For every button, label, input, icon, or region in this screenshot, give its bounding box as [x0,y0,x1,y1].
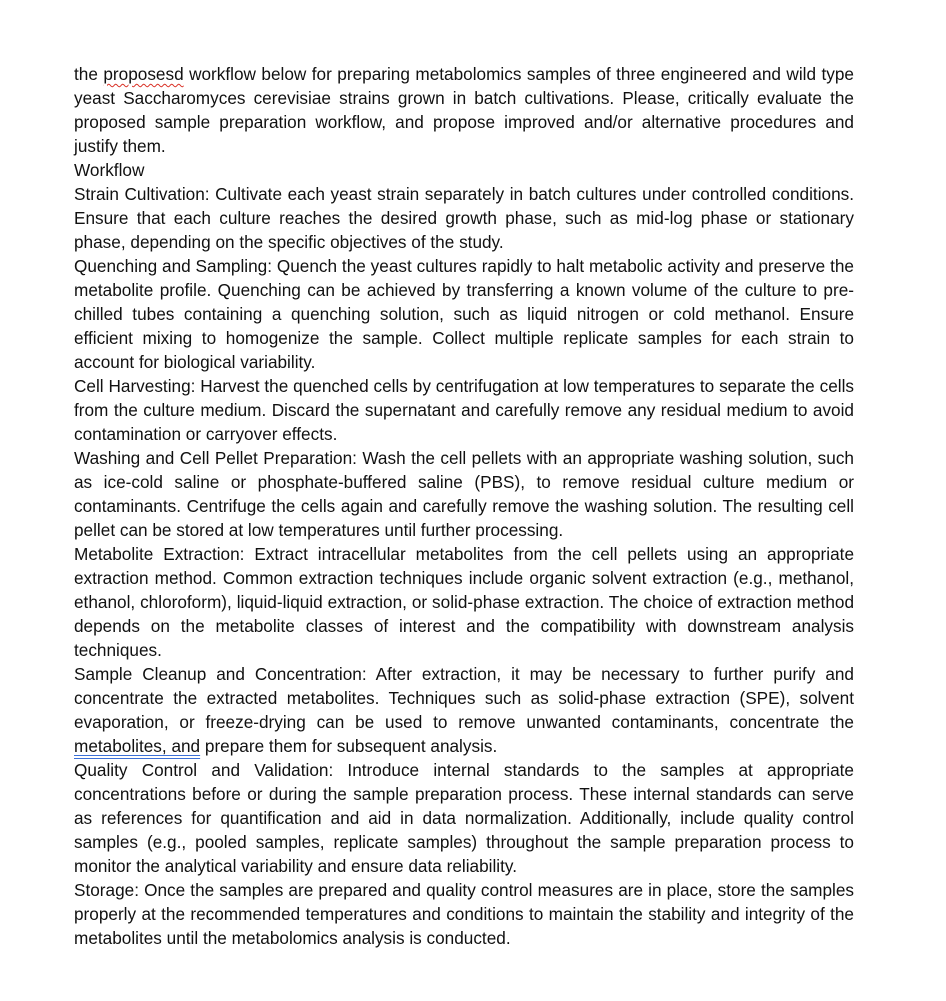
intro-text-rest: workflow below for preparing metabolomics samples of three engineered and wild type yeast Saccharomyces cerevisiae strains grown in batch cultivations. Please, critically evaluate the proposed sample preparation workflow, and propose improved and/or alternative procedures and justify them. [74,64,854,156]
intro-text-start: the [74,64,104,84]
intro-paragraph [74,62,854,158]
document-body[interactable] [74,62,854,950]
step-storage: Storage: Once the samples are prepared and quality control measures are in place, store the samples properly at the recommended temperatures and conditions to maintain the stability and integrity of the metabolites until the metabolomics analysis is conducted. [74,880,854,948]
step-quenching-sampling: Quenching and Sampling: Quench the yeast cultures rapidly to halt metabolic activity and preserve the metabolite profile. Quenching can be achieved by transferring a known volume of the culture to pre-chilled tubes containing a quenching solution, such as liquid nitrogen or cold methanol. Ensure efficient mixing to homogenize the sample. Collect multiple replicate samples for each strain to account for biological variability. [74,256,854,372]
step-quality-control: Quality Control and Validation: Introduce internal standards to the samples at appropriate concentrations before or during the sample preparation process. These internal standards can serve as references for quantification and aid in data normalization. Additionally, include quality control samples (e.g., pooled samples, replicate samples) throughout the sample preparation process to monitor the analytical variability and ensure data reliability. [74,760,854,876]
step-washing-pellet: Washing and Cell Pellet Preparation: Wash the cell pellets with an appropriate washing solution, such as ice-cold saline or phosphate-buffered saline (PBS), to remove residual culture medium or contaminants. Centrifuge the cells again and carefully remove the washing solution. The resulting cell pellet can be stored at low temperatures until further processing. [74,448,854,540]
step-metabolite-extraction: Metabolite Extraction: Extract intracellular metabolites from the cell pellets using an appropriate extraction method. Common extraction techniques include organic solvent extraction (e.g., methanol, ethanol, chloroform), liquid-liquid extraction, or solid-phase extraction. The choice of extraction method depends on the metabolite classes of interest and the compatibility with downstream analysis techniques. [74,544,854,660]
grammar-flagged-phrase[interactable]: metabolites, and [74,736,201,756]
cleanup-text-start: Sample Cleanup and Concentration: After extraction, it may be necessary to further purify and concentrate the extracted metabolites. Techniques such as solid-phase extraction (SPE), solvent evaporation, or freeze-drying can be used to remove unwanted contaminants, concentrate the [74,664,854,732]
workflow-heading: Workflow [74,160,145,180]
step-cleanup-concentration [74,662,854,758]
cleanup-text-rest: prepare them for subsequent analysis. [200,736,498,756]
step-cell-harvesting: Cell Harvesting: Harvest the quenched cells by centrifugation at low temperatures to separate the cells from the culture medium. Discard the supernatant and carefully remove any residual medium to avoid contamination or carryover effects. [74,376,854,444]
step-strain-cultivation: Strain Cultivation: Cultivate each yeast strain separately in batch cultures under controlled conditions. Ensure that each culture reaches the desired growth phase, such as mid-log phase or stationary phase, depending on the specific objectives of the study. [74,184,854,252]
spelling-error-word[interactable]: proposesd [103,64,184,84]
